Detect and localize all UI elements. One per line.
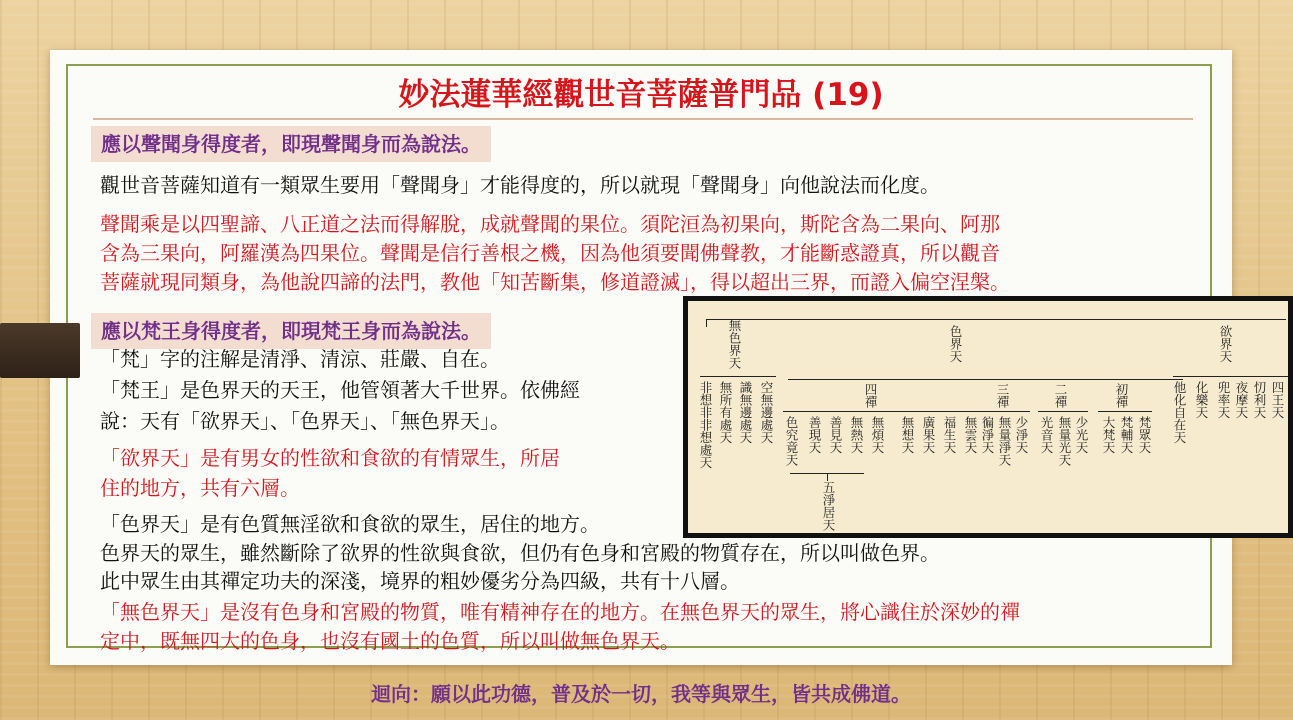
section1-heading: 應以聲聞身得度者，即現聲聞身而為說法。: [91, 126, 491, 162]
wuse-label: 無色界天: [727, 319, 742, 369]
bracket-line: [1098, 411, 1152, 412]
bracket-line: [1038, 411, 1088, 412]
bracket-line: [783, 411, 983, 412]
si-chan-item: 無熱天: [849, 416, 864, 454]
dedication-footer: 迴向：願以此功德，普及於一切，我等與眾生，皆共成佛道。: [371, 682, 911, 706]
yu-item: 忉利天: [1252, 381, 1267, 419]
wuse-item: 非想非非想處天: [698, 381, 713, 469]
bracket-line: [706, 319, 707, 327]
section2-heading: 應以梵王身得度者，即現梵王身而為說法。: [91, 313, 491, 349]
chu-chan-label: 初禪: [1114, 383, 1129, 408]
se-label: 色界天: [948, 325, 963, 363]
san-chan-label: 三禪: [995, 383, 1010, 408]
er-chan-item: 少光天: [1074, 416, 1089, 454]
section2-black-line: 此中眾生由其禪定功夫的深淺，境界的粗妙優劣分為四級，共有十八層。: [100, 569, 740, 593]
section2-red-line2: 「無色界天」是沒有色身和宮殿的物質，唯有精神存在的地方。在無色界天的眾生，將心識住於深妙的禪: [100, 600, 1020, 624]
bracket-line: [788, 379, 1183, 380]
er-chan-item: 光音天: [1039, 416, 1054, 454]
si-chan-item: 善現天: [807, 416, 822, 454]
heavens-chart: [683, 296, 1293, 538]
section2-red-line: 住的地方，共有六層。: [100, 476, 300, 500]
yu-item: 化樂天: [1194, 381, 1209, 419]
yu-item: 四王天: [1270, 381, 1285, 419]
san-chan-item: 少淨天: [1014, 416, 1029, 454]
bracket-line: [827, 473, 828, 481]
si-chan-item: 色究竟天: [784, 416, 799, 466]
yu-item: 夜摩天: [1234, 381, 1249, 419]
si-chan-item: 無煩天: [870, 416, 885, 454]
section2-black-line: 色界天的眾生，雖然斷除了欲界的性欲與食欲，但仍有色身和宮殿的物質存在，所以叫做色界。: [100, 541, 940, 565]
san-chan-item: 徧淨天: [980, 416, 995, 454]
section2-black-line: 「色界天」是有色質無淫欲和食欲的眾生，居住的地方。: [100, 512, 600, 536]
section2-line: 「梵王」是色界天的天王，他管領著大千世界。依佛經: [100, 378, 580, 402]
yu-item: 他化自在天: [1172, 381, 1187, 444]
section1-red-line: 菩薩就現同類身，為他說四諦的法門，教他「知苦斷集，修道證滅」，得以超出三界，而證入偏空涅槃。: [100, 270, 1010, 294]
section2-line: 說：天有「欲界天」、「色界天」、「無色界天」。: [100, 409, 510, 433]
yu-label: 欲界天: [1218, 325, 1233, 363]
bracket-line: [1173, 376, 1288, 377]
si-chan-label: 四禪: [863, 383, 878, 408]
wooden-peg: [0, 323, 80, 378]
si-chan-item: 福生天: [942, 416, 957, 454]
wuse-item: 空無邊處天: [759, 381, 774, 444]
si-chan-item: 廣果天: [921, 416, 936, 454]
wu-jing-label: 五淨居天: [821, 481, 836, 531]
yu-item: 兜率天: [1216, 381, 1231, 419]
wuse-item: 識無邊處天: [738, 381, 753, 444]
section1-line: 觀世音菩薩知道有一類眾生要用「聲聞身」才能得度的，所以就現「聲聞身」向他說法而化度。: [100, 173, 940, 197]
title-divider: [93, 118, 1193, 120]
chu-chan-item: 大梵天: [1101, 416, 1116, 454]
si-chan-item: 無想天: [900, 416, 915, 454]
wuse-item: 無所有處天: [718, 381, 733, 444]
si-chan-item: 無雲天: [963, 416, 978, 454]
chu-chan-item: 梵眾天: [1137, 416, 1152, 454]
bracket-line: [980, 411, 1030, 412]
page-title: 妙法蓮華經觀世音菩薩普門品 (19): [398, 77, 884, 113]
bracket-line: [700, 376, 776, 377]
section1-red-line: 聲聞乘是以四聖諦、八正道之法而得解脫，成就聲聞的果位。須陀洹為初果向，斯陀含為二果向、阿那: [100, 212, 1000, 236]
er-chan-label: 二禪: [1053, 383, 1068, 408]
section2-red-line: 「欲界天」是有男女的性欲和食欲的有情眾生，所居: [100, 446, 560, 470]
chu-chan-item: 梵輔天: [1119, 416, 1134, 454]
section2-line: 「梵」字的注解是清淨、清涼、莊嚴、自在。: [100, 347, 500, 371]
er-chan-item: 無量光天: [1057, 416, 1072, 466]
san-chan-item: 無量淨天: [997, 416, 1012, 466]
bracket-line: [706, 319, 1286, 320]
section2-red-line2: 定中，既無四大的色身，也沒有國土的色質，所以叫做無色界天。: [100, 629, 680, 653]
section1-red-line: 含為三果向，阿羅漢為四果位。聲聞是信行善根之機，因為他須要聞佛聲教，才能斷惑證真，所以觀音: [100, 241, 1000, 265]
si-chan-item: 善見天: [828, 416, 843, 454]
